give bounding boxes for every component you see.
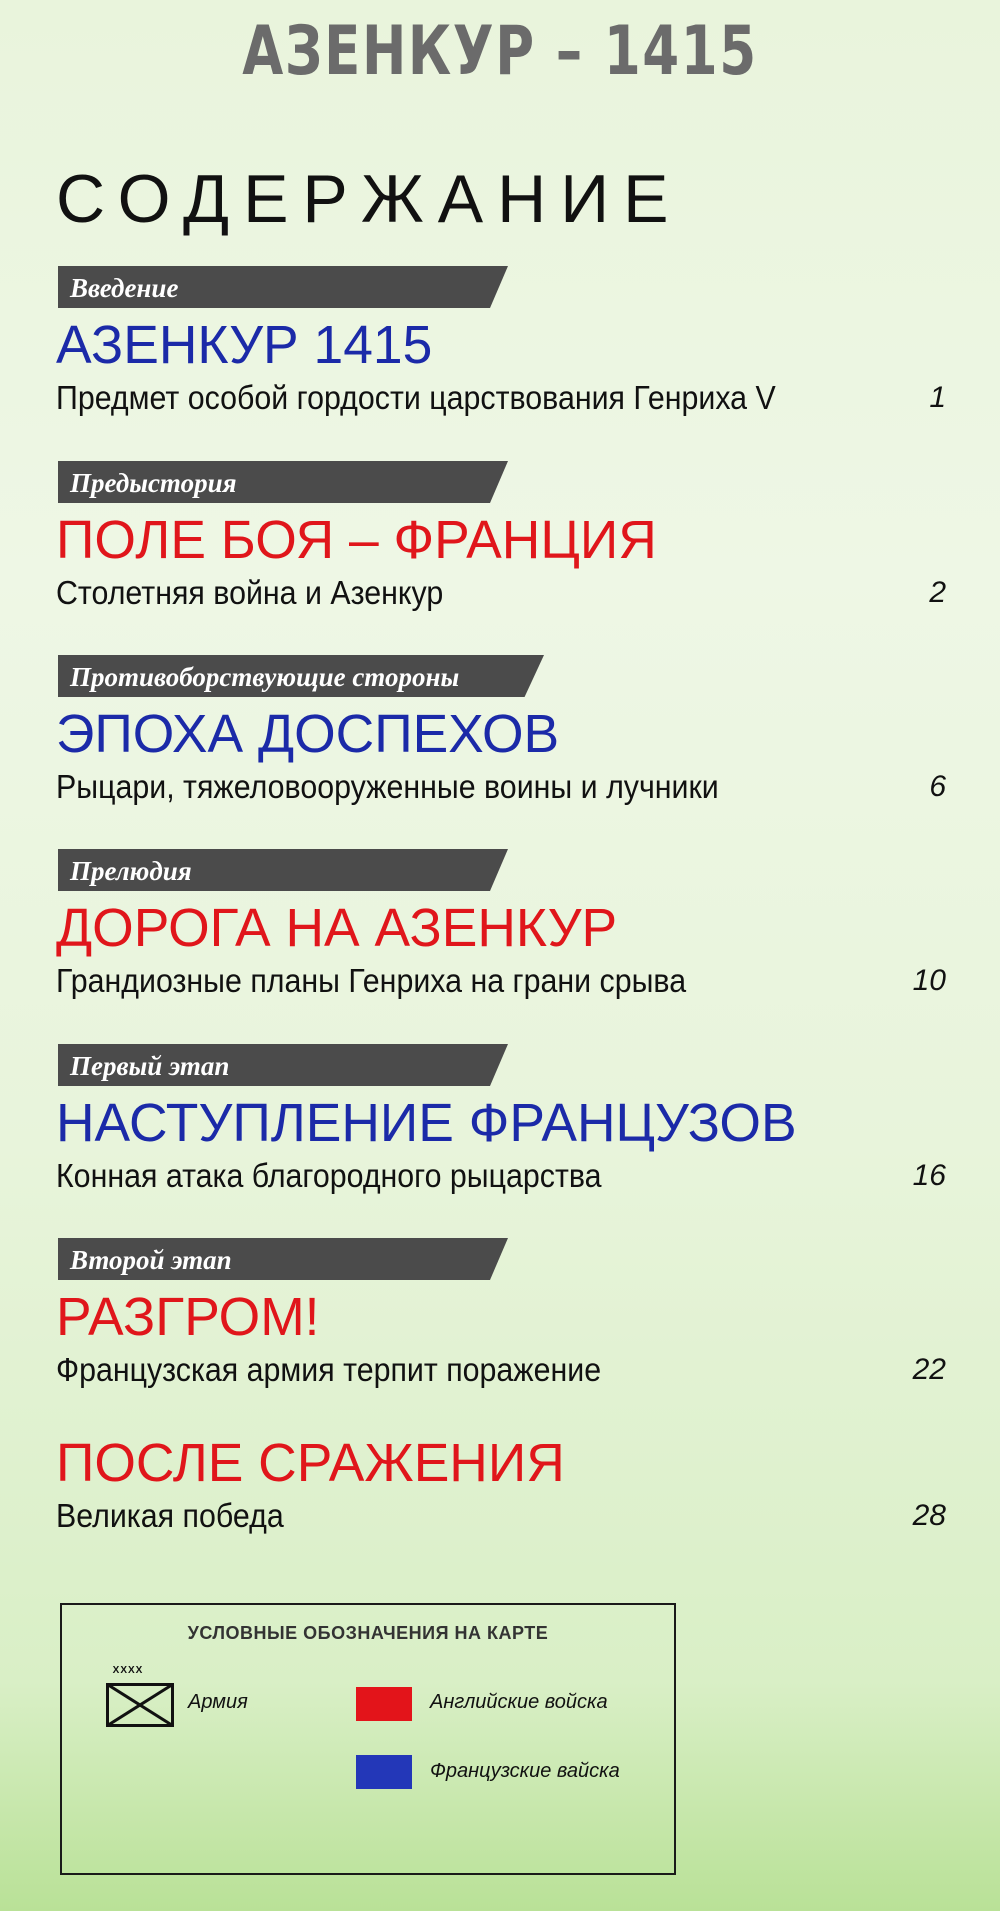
english-troops-label: Английские войска [430, 1691, 608, 1713]
entry-title: ДОРОГА НА АЗЕНКУР [56, 898, 618, 958]
entry-title: РАЗГРОМ! [56, 1287, 320, 1347]
section-tag-label: Первый этап [70, 1051, 230, 1081]
entry-page-number: 10 [912, 964, 946, 997]
entry-page-number: 16 [912, 1159, 946, 1192]
entry-title: АЗЕНКУР 1415 [56, 315, 433, 375]
section-tag [58, 655, 544, 697]
army-size-label: XXXX [112, 1665, 144, 1676]
section-tag-label: Второй этап [70, 1245, 232, 1275]
entry-subtitle: Рыцари, тяжеловооруженные воины и лучники [56, 768, 719, 805]
entry-title: НАСТУПЛЕНИЕ ФРАНЦУЗОВ [56, 1093, 797, 1153]
entry-subtitle: Предмет особой гордости царствования Генриха V [56, 379, 776, 416]
entry-subtitle: Столетняя война и Азенкур [56, 574, 444, 611]
section-tag [58, 849, 508, 891]
toc-entry[interactable] [56, 1426, 946, 1538]
entry-page-number: 6 [929, 770, 946, 803]
entry-subtitle: Грандиозные планы Генриха на грани срыва [56, 962, 687, 999]
army-legend-label: Армия [188, 1691, 248, 1713]
entry-title: ПОСЛЕ СРАЖЕНИЯ [56, 1433, 565, 1493]
section-tag [58, 1238, 508, 1280]
entry-page-number: 1 [929, 381, 946, 414]
toc-entry[interactable] [56, 461, 946, 615]
entry-page-number: 28 [912, 1499, 946, 1532]
toc-entry[interactable] [56, 1238, 946, 1392]
entry-title: ПОЛЕ БОЯ – ФРАНЦИЯ [56, 510, 657, 570]
english-troops-swatch [356, 1687, 412, 1721]
entry-subtitle: Конная атака благородного рыцарства [56, 1157, 602, 1194]
map-legend [60, 1603, 676, 1875]
page-title: АЗЕНКУР – 1415 [242, 12, 758, 91]
toc-entry[interactable] [56, 655, 946, 809]
toc-entry[interactable] [56, 849, 946, 1003]
entry-title: ЭПОХА ДОСПЕХОВ [56, 704, 560, 764]
section-tag [58, 266, 508, 308]
legend-title: УСЛОВНЫЕ ОБОЗНАЧЕНИЯ НА КАРТЕ [187, 1623, 549, 1643]
entry-page-number: 22 [912, 1353, 946, 1386]
french-troops-label: Французские вайска [430, 1760, 620, 1782]
entry-page-number: 2 [929, 576, 946, 609]
entry-subtitle: Великая победа [56, 1497, 284, 1534]
section-tag [58, 1044, 508, 1086]
section-tag-label: Противоборствующие стороны [70, 662, 460, 692]
toc-entry[interactable] [56, 1044, 946, 1198]
french-troops-swatch [356, 1755, 412, 1789]
army-unit-icon [106, 1683, 174, 1727]
section-tag [58, 461, 508, 503]
toc-heading: СОДЕРЖАНИЕ [56, 161, 683, 237]
section-tag-label: Предыстория [70, 468, 237, 498]
section-tag-label: Прелюдия [70, 856, 192, 886]
entry-subtitle: Французская армия терпит поражение [56, 1351, 602, 1388]
toc-entry[interactable] [56, 266, 946, 420]
section-tag-label: Введение [70, 273, 179, 303]
